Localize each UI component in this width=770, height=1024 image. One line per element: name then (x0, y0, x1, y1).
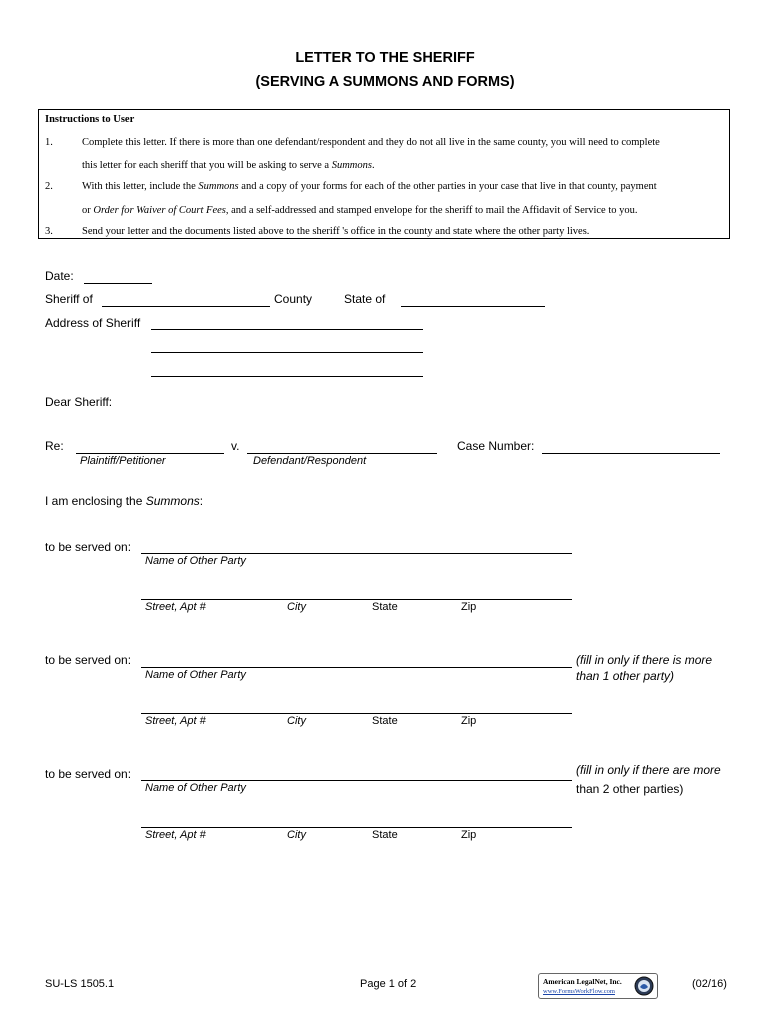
party-2-street-caption: Street, Apt # (145, 715, 206, 727)
instruction-1-line1: Complete this letter. If there is more than one defendant/respondent and they do not all live in the same county, you will need to complete (82, 137, 660, 148)
served-on-label-3: to be served on: (45, 767, 132, 781)
form-id: SU-LS 1505.1 (45, 978, 115, 990)
instruction-number-1: 1. (45, 137, 53, 148)
instruction-number-2: 2. (45, 181, 53, 192)
salutation: Dear Sheriff: (45, 395, 113, 409)
party-2-zip-caption: Zip (461, 715, 477, 727)
party-2-name-field[interactable] (141, 667, 572, 668)
instruction-2-line1: With this letter, include the Summons and a copy of your forms for each of the other parties in your case that live in that county, payment (82, 181, 657, 192)
plaintiff-caption: Plaintiff/Petitioner (80, 455, 166, 467)
instructions-box (38, 109, 730, 239)
party-3-street-caption: Street, Apt # (145, 829, 206, 841)
served-on-label-1: to be served on: (45, 540, 132, 554)
publisher-logo (538, 973, 658, 999)
county-label: County (274, 292, 313, 306)
served-on-label-2: to be served on: (45, 653, 132, 667)
sheriff-state-field[interactable] (401, 306, 545, 307)
re-label: Re: (45, 439, 64, 453)
address-line-2-field[interactable] (151, 352, 423, 353)
party-3-address-field[interactable] (141, 827, 572, 828)
date-field[interactable] (84, 283, 152, 284)
case-number-label: Case Number: (457, 439, 535, 453)
enclosing-text: I am enclosing the Summons: (45, 494, 204, 508)
party-1-name-caption: Name of Other Party (145, 555, 246, 567)
party-2-name-caption: Name of Other Party (145, 669, 246, 681)
sheriff-county-field[interactable] (102, 306, 270, 307)
party-2-address-field[interactable] (141, 713, 572, 714)
defendant-caption: Defendant/Respondent (253, 455, 367, 467)
state-of-label: State of (344, 292, 386, 306)
party-3-zip-caption: Zip (461, 829, 477, 841)
party-1-name-field[interactable] (141, 553, 572, 554)
page-subtitle: (SERVING A SUMMONS AND FORMS) (255, 74, 515, 90)
page-number: Page 1 of 2 (360, 978, 417, 990)
party-3-name-field[interactable] (141, 780, 572, 781)
party-1-street-caption: Street, Apt # (145, 601, 206, 613)
party-3-state-caption: State (372, 829, 398, 841)
address-label: Address of Sheriff (45, 316, 141, 330)
party-2-city-caption: City (287, 715, 306, 727)
versus-label: v. (231, 439, 240, 453)
instruction-1-line2: this letter for each sheriff that you will be asking to serve a Summons. (82, 160, 375, 171)
instruction-2-line2: or Order for Waiver of Court Fees, and a self-addressed and stamped envelope for the sheriff to mail the Affidavit of Service to you. (82, 205, 638, 216)
party-3-city-caption: City (287, 829, 306, 841)
party-2-note-line2: than 1 other party) (576, 669, 675, 683)
seal-icon (634, 976, 654, 996)
defendant-field[interactable] (247, 453, 437, 454)
date-label: Date: (45, 269, 74, 283)
publisher-name: American LegalNet, Inc. (543, 977, 622, 986)
party-3-note-line2: than 2 other parties) (576, 782, 684, 796)
revision-date: (02/16) (692, 978, 727, 990)
party-1-zip-caption: Zip (461, 601, 477, 613)
party-2-state-caption: State (372, 715, 398, 727)
publisher-url[interactable]: www.FormsWorkFlow.com (543, 988, 615, 995)
party-1-state-caption: State (372, 601, 398, 613)
instructions-heading: Instructions to User (45, 114, 135, 125)
page-title: LETTER TO THE SHERIFF (295, 50, 475, 66)
party-1-address-field[interactable] (141, 599, 572, 600)
party-3-name-caption: Name of Other Party (145, 782, 246, 794)
party-1-city-caption: City (287, 601, 306, 613)
sheriff-of-label: Sheriff of (45, 292, 93, 306)
instruction-number-3: 3. (45, 226, 53, 237)
case-number-field[interactable] (542, 453, 720, 454)
instruction-3-line1: Send your letter and the documents listed above to the sheriff 's office in the county and state where the other party lives. (82, 226, 590, 237)
plaintiff-field[interactable] (76, 453, 224, 454)
party-2-note-line1: (fill in only if there is more (576, 653, 713, 667)
address-line-3-field[interactable] (151, 376, 423, 377)
party-3-note-line1: (fill in only if there are more (576, 763, 721, 777)
address-line-1-field[interactable] (151, 329, 423, 330)
